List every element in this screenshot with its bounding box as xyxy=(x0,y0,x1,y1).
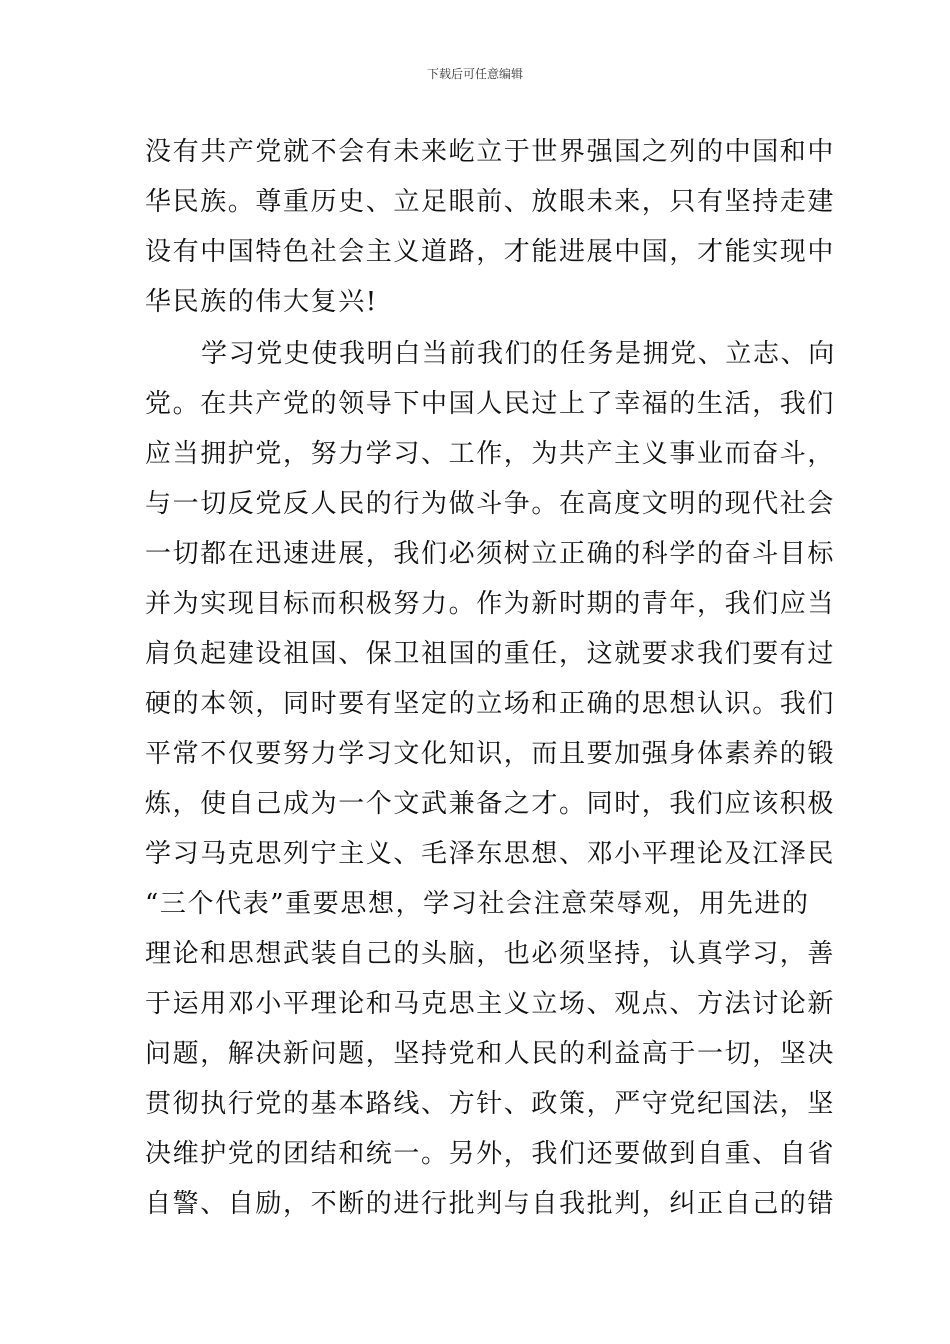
text-line: 肩负起建设祖国、保卫祖国的重任，这就要求我们要有过 xyxy=(145,639,836,669)
page-header-note: 下载后可任意编辑 xyxy=(426,67,523,81)
text-line: 自警、自励，不断的进行批判与自我批判，纠正自己的错 xyxy=(145,1189,836,1219)
text-line: 并为实现目标而积极努力。作为新时期的青年，我们应当 xyxy=(145,589,836,619)
text-line: 于运用邓小平理论和马克思主义立场、观点、方法讨论新 xyxy=(145,989,836,1019)
text-line: 没有共产党就不会有未来屹立于世界强国之列的中国和中 xyxy=(145,137,836,167)
text-line: 硬的本领，同时要有坚定的立场和正确的思想认识。我们 xyxy=(145,689,836,719)
text-line: 与一切反党反人民的行为做斗争。在高度文明的现代社会 xyxy=(145,489,836,519)
text-line: 问题，解决新问题，坚持党和人民的利益高于一切，坚决 xyxy=(145,1039,836,1069)
paragraph-first-line: 学习党史使我明白当前我们的任务是拥党、立志、向 xyxy=(201,339,836,369)
text-line: 贯彻执行党的基本路线、方针、政策，严守党纪国法，坚 xyxy=(145,1089,836,1119)
text-line: 平常不仅要努力学习文化知识，而且要加强身体素养的锻 xyxy=(145,739,836,769)
text-line: 决维护党的团结和统一。另外，我们还要做到自重、自省 xyxy=(145,1139,836,1169)
text-line: 炼，使自己成为一个文武兼备之才。同时，我们应该积极 xyxy=(145,789,836,819)
text-line: 设有中国特色社会主义道路，才能进展中国，才能实现中 xyxy=(145,237,836,267)
text-line: 党。在共产党的领导下中国人民过上了幸福的生活，我们 xyxy=(145,389,836,419)
text-line: 一切都在迅速进展，我们必须树立正确的科学的奋斗目标 xyxy=(145,539,836,569)
text-line: 华民族的伟大复兴! xyxy=(145,287,378,317)
text-line: 学习马克思列宁主义、毛泽东思想、邓小平理论及江泽民 xyxy=(145,839,836,869)
text-line: 应当拥护党，努力学习、工作，为共产主义事业而奋斗， xyxy=(145,439,836,469)
text-line: “三个代表”重要思想，学习社会注意荣辱观，用先进的 xyxy=(145,889,810,919)
document-body xyxy=(145,127,836,1229)
text-line: 理论和思想武装自己的头脑，也必须坚持，认真学习，善 xyxy=(145,939,836,969)
text-line: 华民族。尊重历史、立足眼前、放眼未来，只有坚持走建 xyxy=(145,187,836,217)
